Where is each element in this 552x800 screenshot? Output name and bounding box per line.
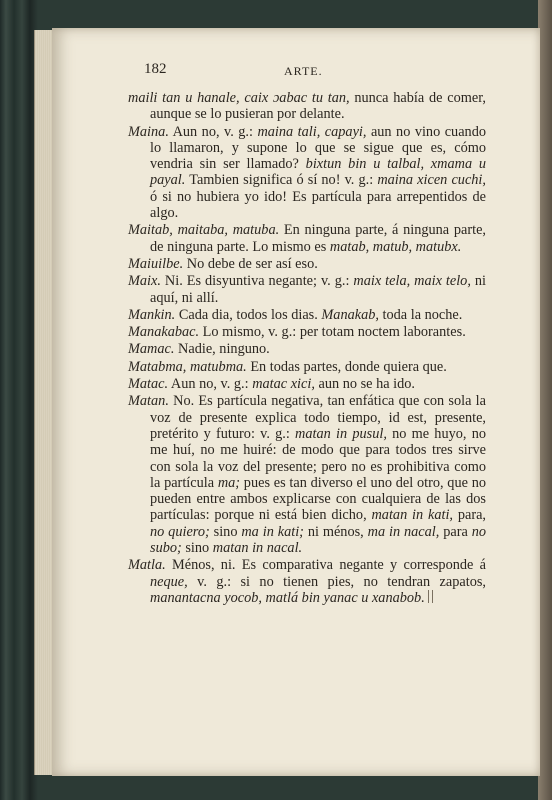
- body-text: Tambien significa ó sí no! v. g.:: [185, 172, 378, 189]
- italic-text: ma in nacal,: [367, 523, 440, 540]
- body-text: Lo mismo, v. g.: per totam noctem laborantes.: [199, 324, 466, 341]
- italic-text: Manakab,: [321, 306, 379, 323]
- dictionary-entry: [128, 557, 486, 606]
- entry-headword: Matan.: [128, 393, 169, 410]
- body-text: En todas partes, donde quiera que.: [246, 358, 447, 375]
- dictionary-entry: [128, 341, 486, 357]
- body-text: para: [439, 523, 472, 540]
- body-text: no me huyo, no me huí, no me huiré: de modo que para todos tres sirve con sola la voz del presente; pero no es prohibitiva como la partícula: [150, 425, 486, 491]
- body-text: Cada dia, todos los dias.: [175, 306, 322, 323]
- entry-headword: Manakabac.: [128, 324, 200, 341]
- running-head: ARTE.: [284, 64, 323, 78]
- dictionary-entry: [128, 393, 486, 556]
- body-text: aun no vino cuando lo llamaron, y supone lo que se sigue que es, cómo vendria sin ser llamado?: [150, 123, 486, 173]
- body-text: Ménos, ni. Es comparativa negante y corresponde á: [165, 557, 486, 574]
- body-text: No debe de ser así eso.: [183, 255, 318, 272]
- body-text: No. Es partícula negativa, tan enfática que con sola la voz de presente explica todo tiempo, id est, presente, pretérito y futuro: v. g.:: [150, 393, 486, 442]
- italic-text: maix tela, maix telo,: [353, 273, 471, 290]
- body-text: sino: [181, 540, 213, 557]
- dictionary-entry: [128, 376, 486, 392]
- body-text: Nadie, ninguno.: [174, 341, 270, 358]
- dictionary-entry: [128, 124, 486, 222]
- body-text: aun no se ha ido.: [314, 376, 415, 393]
- italic-text: ma in kati;: [241, 523, 304, 540]
- entry-headword: Maix.: [128, 273, 161, 290]
- italic-text: manantacna yocob, matlá bin yanac u xanabob.: [150, 589, 425, 606]
- entry-headword: Maitab, maitaba, matuba.: [128, 222, 280, 239]
- entry-headword: Maiuilbe.: [128, 255, 184, 272]
- entry-headword: Matla.: [128, 557, 166, 574]
- entry-continuation: [128, 90, 486, 123]
- dictionary-entry: [128, 222, 486, 255]
- page-number: 182: [144, 61, 167, 77]
- italic-text: matan in nacal.: [212, 540, 303, 557]
- entry-headword: Matac.: [128, 376, 169, 393]
- body-text: ni ménos,: [303, 523, 368, 540]
- body-text: Ni. Es disyuntiva negante; v. g.:: [160, 273, 354, 290]
- body-text: Aun no, v. g.:: [168, 376, 253, 393]
- body-text: toda la noche.: [378, 306, 463, 323]
- body-text: En ninguna parte, á ninguna parte, de ninguna parte. Lo mismo es: [150, 222, 486, 255]
- dictionary-entry: [128, 359, 486, 375]
- body-text: nunca había de comer, aunque se lo pusieran por delante.: [150, 90, 486, 123]
- dictionary-entry: [128, 256, 486, 272]
- italic-text: maina tali, capayi,: [257, 123, 367, 140]
- entry-headword: Mamac.: [128, 341, 175, 358]
- italic-text: no subo;: [150, 523, 486, 557]
- dictionary-entry: [128, 324, 486, 340]
- body-text: sino: [209, 523, 242, 540]
- italic-text: bixtun bin u talbal, xmama u payal.: [150, 156, 487, 189]
- italic-text: maina xicen cuchi,: [377, 172, 486, 189]
- dictionary-entry: [128, 307, 486, 323]
- page-body-text: [128, 90, 486, 607]
- italic-text: no quiero;: [150, 523, 210, 540]
- body-text: v. g.: si no tienen pies, no tendran zapatos,: [187, 573, 486, 590]
- entry-headword: Matabma, matubma.: [128, 358, 247, 375]
- body-text: Aun no, v. g.:: [168, 123, 258, 140]
- entry-headword: Maina.: [128, 123, 169, 140]
- italic-text: matac xici,: [252, 376, 315, 393]
- dictionary-entry: [128, 273, 486, 306]
- italic-text: matan in kati,: [371, 507, 454, 524]
- body-text: para,: [453, 507, 487, 524]
- body-text: pues es tan diverso el uno del otro, que no pueden entre ambos explicarse con cualquiera de las dos partículas: porque ni está bien dicho,: [150, 474, 486, 524]
- book-cover-edge: [538, 0, 552, 800]
- italic-text: neque,: [150, 573, 188, 590]
- entry-headword: Mankin.: [128, 306, 176, 323]
- end-mark: [428, 590, 433, 603]
- italic-text: matab, matub, matubx.: [329, 238, 462, 255]
- body-text: ó si no hubiera yo ido! Es partícula para arrepentidos de algo.: [150, 188, 486, 222]
- body-text: ni aquí, ni allí.: [150, 273, 486, 306]
- italic-text: ma;: [217, 474, 241, 491]
- italic-text: maili tan u hanale, caix ɔabac tu tan,: [128, 90, 350, 106]
- italic-text: matan in pusul,: [295, 425, 387, 442]
